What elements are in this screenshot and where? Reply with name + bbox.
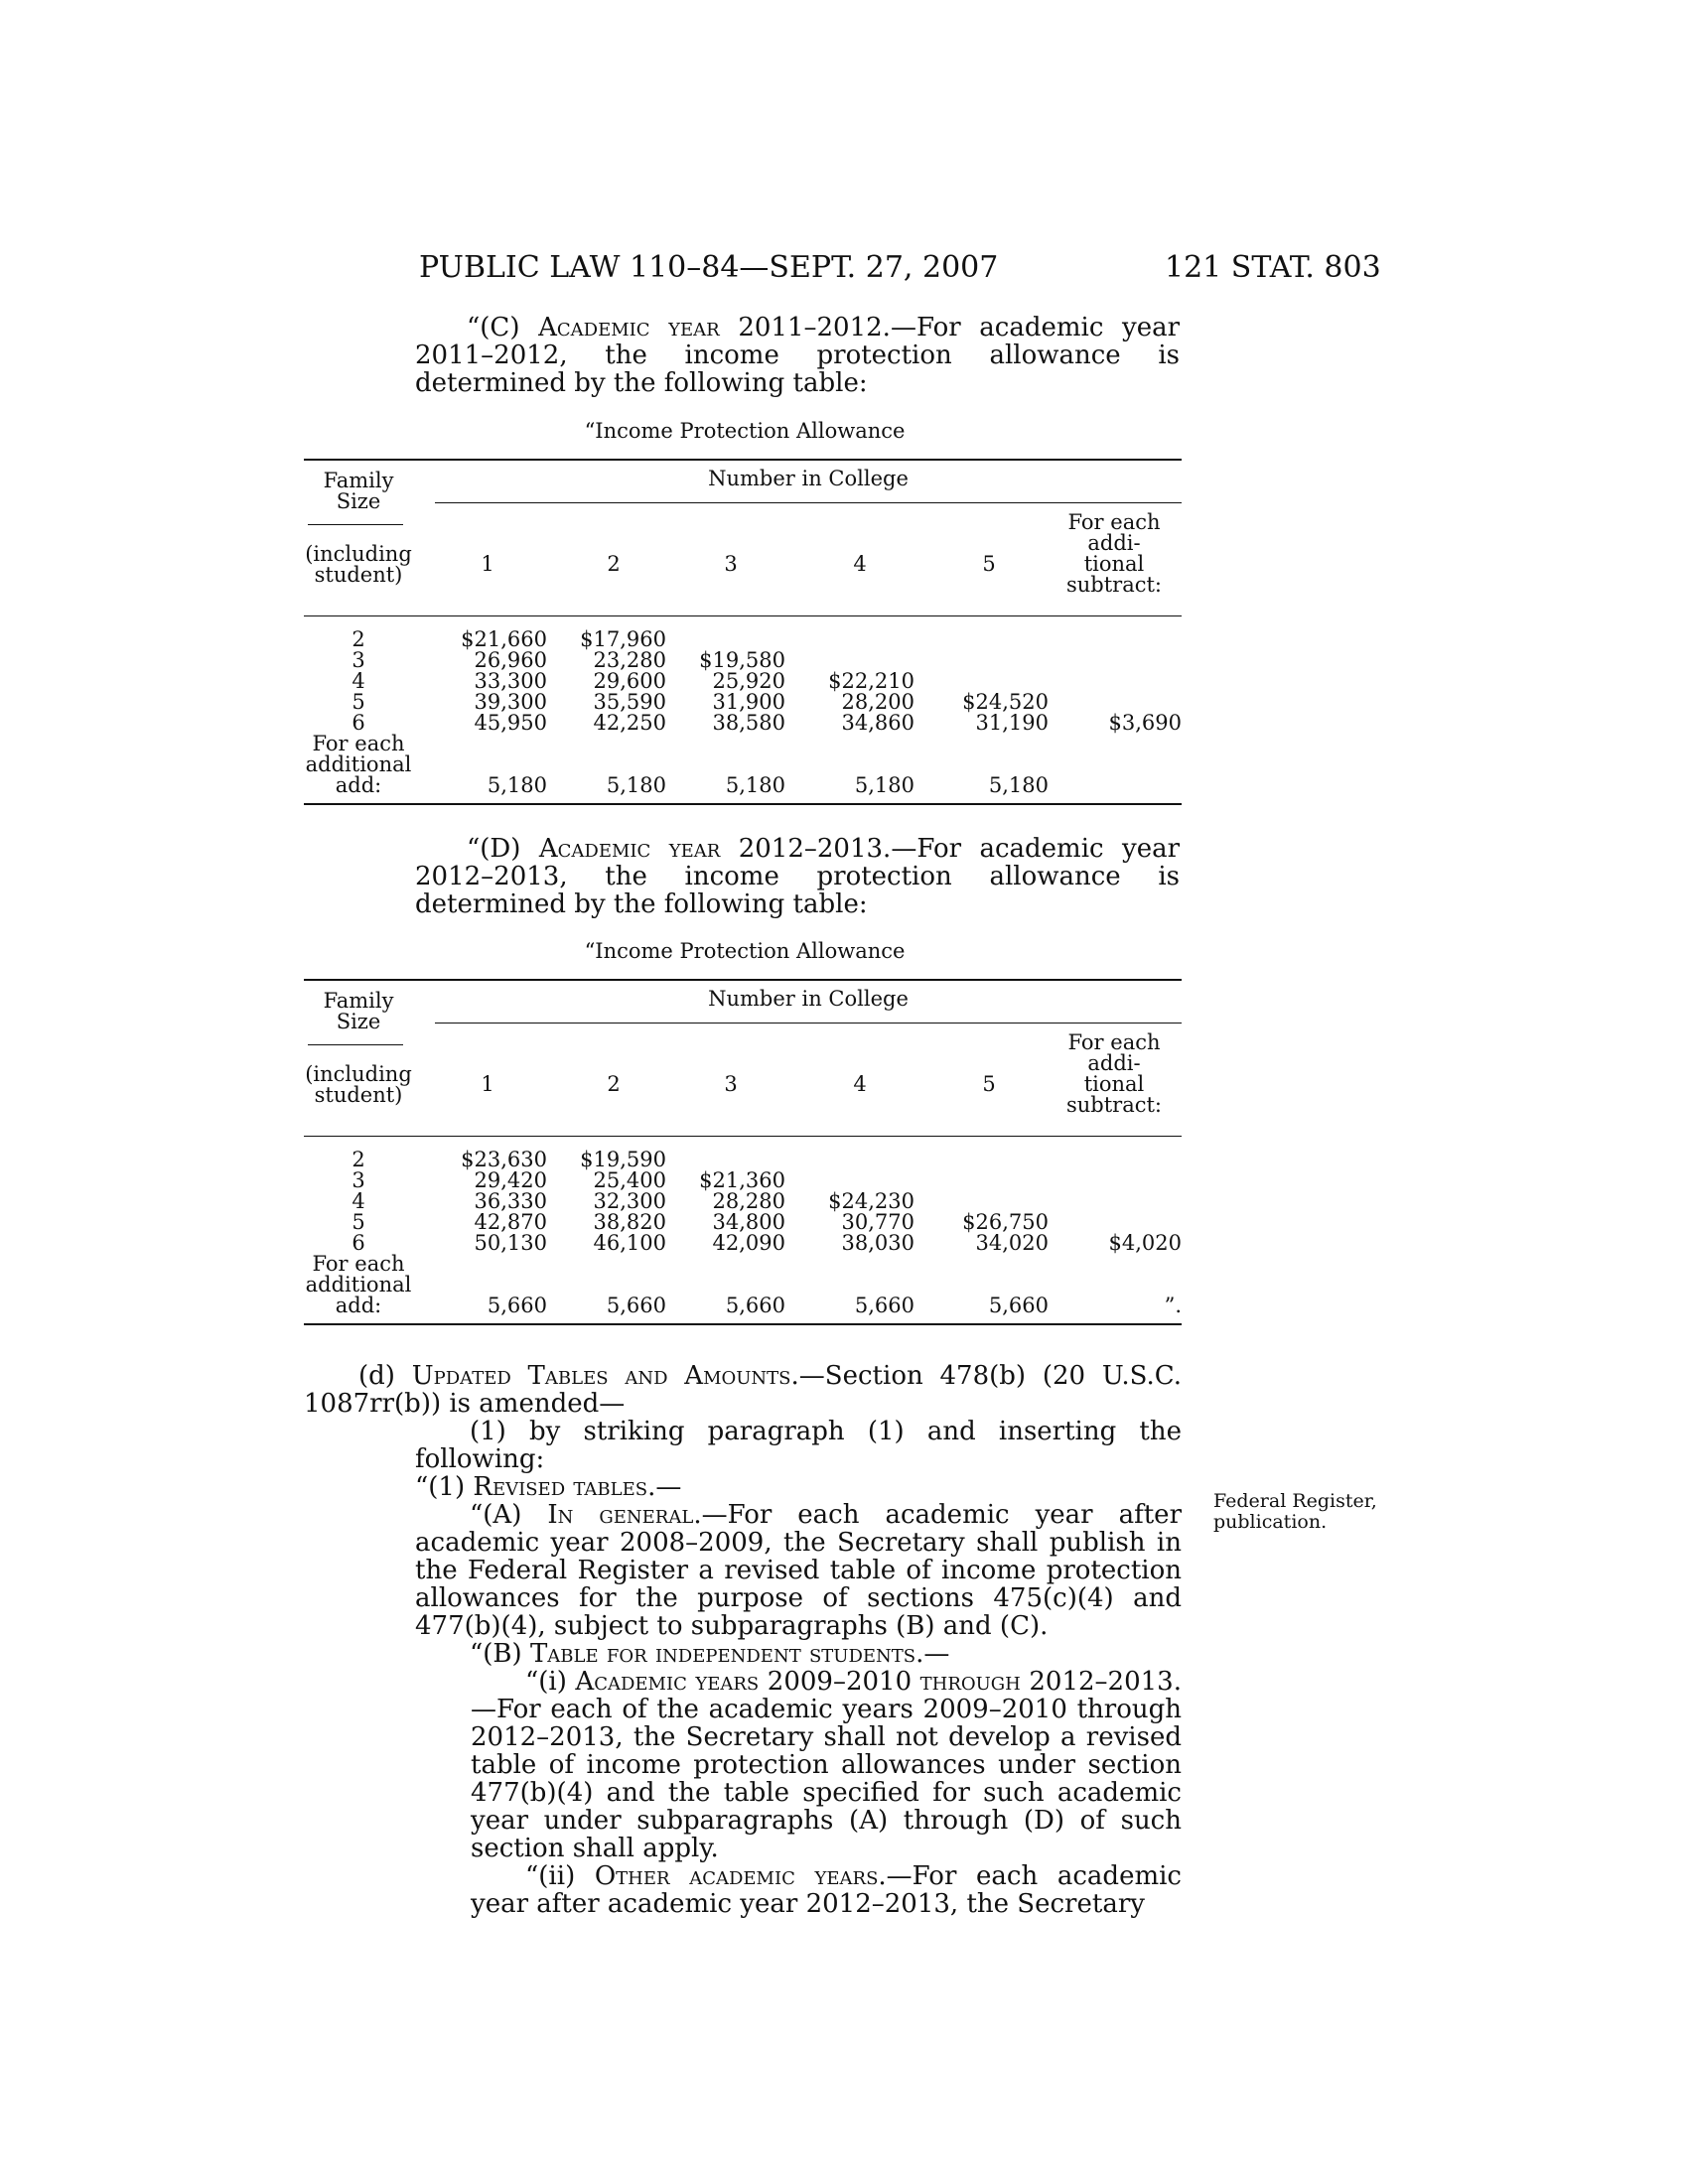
column-header: 2 (607, 552, 621, 576)
subparagraph-b: “(B) Table for independent students.— (470, 1639, 950, 1669)
number-in-college-header: Number in College (708, 987, 909, 1011)
additional-label: additional (305, 1273, 412, 1297)
table-cell: $3,690 (1108, 711, 1182, 735)
table-cell: $21,660 (461, 627, 547, 651)
family-size-subheader: (including (305, 1062, 412, 1086)
table-cell: 42,870 (474, 1210, 547, 1234)
table-row-label: 4 (352, 1189, 365, 1213)
column-header-additional: subtract: (1065, 1093, 1163, 1117)
table-cell: $23,630 (461, 1148, 547, 1171)
column-header: 1 (481, 552, 494, 576)
table-cell: 30,770 (841, 1210, 914, 1234)
subsection-d: (d) Updated Tables and Amounts.—Section 478(b) (20 U.S.C. 1087rr(b)) is amended— (304, 1361, 1183, 1419)
table-row-label: 2 (352, 627, 365, 651)
table-cell: 28,280 (712, 1189, 785, 1213)
column-header-additional: tional (1083, 552, 1145, 576)
column-header-additional: addi- (1087, 1051, 1141, 1075)
additional-cell: 5,660 (988, 1294, 1049, 1317)
number-in-college-header: Number in College (708, 467, 909, 490)
header-bottom-rule (304, 1136, 1182, 1137)
column-header-additional: tional (1083, 1072, 1145, 1096)
family-size-header: Family (323, 469, 394, 492)
column-header-additional: subtract: (1065, 573, 1163, 597)
table-row-label: 3 (352, 1168, 365, 1192)
table-row-label: 6 (352, 711, 365, 735)
table-cell: $4,020 (1108, 1231, 1182, 1255)
family-size-rule (308, 524, 403, 525)
amendment-text (304, 1362, 1182, 1918)
table-cell: 25,400 (593, 1168, 666, 1192)
table-cell: 42,250 (593, 711, 666, 735)
additional-cell: 5,180 (606, 773, 666, 797)
section-c-text: “(C) Academic year 2011–2012.—For academic year 2011–2012, the income protection allowance is determined by the following table: (415, 313, 1181, 398)
family-size-subheader: student) (314, 1083, 403, 1107)
table-cell: 35,590 (593, 690, 666, 714)
column-header: 4 (853, 552, 867, 576)
column-header: 5 (982, 552, 996, 576)
table-cell: 39,300 (474, 690, 547, 714)
family-size-header: Family (323, 989, 394, 1013)
table-cell: $26,750 (962, 1210, 1049, 1234)
column-header: 3 (724, 1072, 738, 1096)
table-row-label: 4 (352, 669, 365, 693)
header-bottom-rule (304, 615, 1182, 616)
table-row-label: 5 (352, 690, 365, 714)
table-cell: 38,030 (841, 1231, 914, 1255)
additional-cell: 5,180 (487, 773, 547, 797)
section-d-text: “(D) Academic year 2012–2013.—For academic year 2012–2013, the income protection allowance is determined by the following table: (415, 834, 1181, 919)
table-cell: 26,960 (474, 648, 547, 672)
table-cell: 31,190 (975, 711, 1049, 735)
family-size-header: Size (336, 489, 381, 513)
column-header-additional: For each (1067, 510, 1161, 534)
additional-label: additional (305, 752, 412, 776)
table-cell: $17,960 (580, 627, 666, 651)
additional-cell: 5,180 (854, 773, 914, 797)
table-cell: 34,860 (841, 711, 914, 735)
additional-label: For each (312, 1252, 405, 1276)
table-cell: $24,520 (962, 690, 1049, 714)
law-title: PUBLIC LAW 110–84—SEPT. 27, 2007 (419, 250, 999, 285)
table-cell: $19,580 (699, 648, 785, 672)
table-cell: 33,300 (474, 669, 547, 693)
table-row-label: 5 (352, 1210, 365, 1234)
table-cell: $21,360 (699, 1168, 785, 1192)
table-cell: 45,950 (474, 711, 547, 735)
family-size-header: Size (336, 1010, 381, 1033)
column-header: 3 (724, 552, 738, 576)
table-bottom-rule (304, 1323, 1182, 1325)
table-row-label: 2 (352, 1148, 365, 1171)
additional-cell: 5,660 (854, 1294, 914, 1317)
column-header-additional: addi- (1087, 531, 1141, 555)
additional-cell: 5,180 (988, 773, 1049, 797)
additional-label: add: (335, 773, 382, 797)
margin-note: Federal Register, publication. (1213, 1490, 1377, 1533)
table-cell: 32,300 (593, 1189, 666, 1213)
table-c (304, 459, 1182, 816)
column-header: 1 (481, 1072, 494, 1096)
column-header: 4 (853, 1072, 867, 1096)
table-cell: 31,900 (712, 690, 785, 714)
column-header: 2 (607, 1072, 621, 1096)
family-size-subheader: student) (314, 563, 403, 587)
table-cell: $22,210 (828, 669, 914, 693)
table-cell: 25,920 (712, 669, 785, 693)
statute-page: 121 STAT. 803 (1165, 250, 1381, 285)
table-cell: 42,090 (712, 1231, 785, 1255)
clause-i: “(i) Academic years 2009–2010 through 2012–2013.—For each of the academic years 2009–2010 through 2012–2013, the Secretary shall not develop a revised table of income protection allowances under section 477(b)(4) and the table specified for such academic year under subparagraphs (A) through (D) of such section shall apply. (471, 1667, 1182, 1863)
table-cell: 34,020 (975, 1231, 1049, 1255)
additional-cell: ”. (1164, 1294, 1182, 1317)
table-cell: 50,130 (474, 1231, 547, 1255)
additional-cell: 5,660 (487, 1294, 547, 1317)
table-cell: 38,580 (712, 711, 785, 735)
family-size-rule (308, 1044, 403, 1045)
revised-tables-heading: “(1) Revised tables.— (415, 1472, 682, 1502)
table-top-rule (304, 979, 1182, 981)
paragraph-1: (1) by striking paragraph (1) and inserting the following: (415, 1417, 1182, 1474)
table-cell: 29,420 (474, 1168, 547, 1192)
column-header: 5 (982, 1072, 996, 1096)
clause-ii: “(ii) Other academic years.—For each academic year after academic year 2012–2013, the Secretary (471, 1861, 1182, 1919)
family-size-subheader: (including (305, 542, 412, 566)
table-d (304, 979, 1182, 1336)
table-cell: 46,100 (593, 1231, 666, 1255)
group-header-rule (435, 1023, 1182, 1024)
table-cell: $24,230 (828, 1189, 914, 1213)
group-header-rule (435, 502, 1182, 503)
table-cell: 38,820 (593, 1210, 666, 1234)
additional-label: add: (335, 1294, 382, 1317)
additional-cell: 5,180 (725, 773, 785, 797)
subparagraph-a: “(A) In general.—For each academic year after academic year 2008–2009, the Secretary shall publish in the Federal Register a revised table of income protection allowances for the purpose of sections 475(c)(4) and 477(b)(4), subject to subparagraphs (B) and (C). (415, 1500, 1182, 1641)
table-cell: 28,200 (841, 690, 914, 714)
additional-label: For each (312, 732, 405, 755)
table-cell: 34,800 (712, 1210, 785, 1234)
table-c-caption: “Income Protection Allowance (584, 419, 906, 443)
table-d-caption: “Income Protection Allowance (584, 939, 906, 963)
additional-cell: 5,660 (725, 1294, 785, 1317)
page-header (0, 250, 1688, 290)
table-bottom-rule (304, 803, 1182, 805)
column-header-additional: For each (1067, 1030, 1161, 1054)
table-cell: 23,280 (593, 648, 666, 672)
table-cell: 29,600 (593, 669, 666, 693)
table-top-rule (304, 459, 1182, 461)
table-row-label: 3 (352, 648, 365, 672)
table-cell: 36,330 (474, 1189, 547, 1213)
additional-cell: 5,660 (606, 1294, 666, 1317)
table-row-label: 6 (352, 1231, 365, 1255)
table-cell: $19,590 (580, 1148, 666, 1171)
